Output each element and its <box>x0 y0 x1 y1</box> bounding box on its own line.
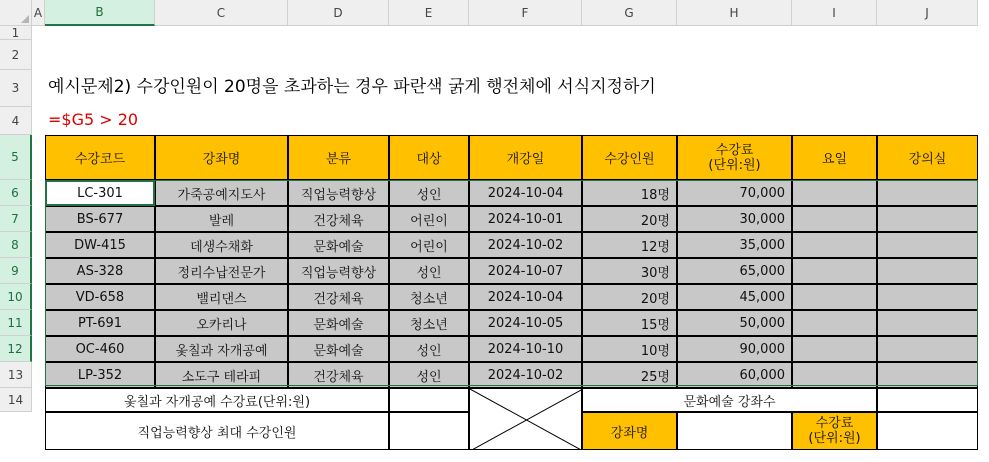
row-header-4[interactable]: 4 <box>0 107 32 135</box>
header-fee[interactable] <box>677 135 792 180</box>
data-cell-r5-c5[interactable]: 18명 <box>582 180 677 206</box>
data-cell-r11-c1[interactable]: 옻칠과 자개공예 <box>155 336 288 362</box>
column-header-B[interactable]: B <box>45 0 155 26</box>
data-cell-room-r6[interactable] <box>877 206 978 232</box>
data-cell-r6-c4[interactable]: 2024-10-01 <box>469 206 582 232</box>
row-header-14[interactable]: 14 <box>0 388 32 412</box>
summary-label-max[interactable]: 직업능력향상 최대 수강인원 <box>45 412 389 450</box>
data-cell-day-r8[interactable] <box>792 258 877 284</box>
data-cell-room-r12[interactable] <box>877 362 978 388</box>
cross-mark-icon <box>470 389 582 450</box>
column-header-H[interactable]: H <box>677 0 792 26</box>
data-cell-r5-c3[interactable]: 성인 <box>389 180 469 206</box>
header-분류[interactable]: 분류 <box>288 135 389 180</box>
row-header-1[interactable]: 1 <box>0 26 32 40</box>
data-cell-r5-c2[interactable]: 직업능력향상 <box>288 180 389 206</box>
data-cell-room-r5[interactable] <box>877 180 978 206</box>
data-cell-r12-c3[interactable]: 성인 <box>389 362 469 388</box>
data-cell-r9-c5[interactable]: 20명 <box>582 284 677 310</box>
summary-fee2-label: 수강료 <box>815 416 854 431</box>
header-fee-unit: (단위:원) <box>708 157 761 173</box>
data-cell-r8-c1[interactable]: 정리수납전문가 <box>155 258 288 284</box>
data-cell-day-r9[interactable] <box>792 284 877 310</box>
row-header-2[interactable]: 2 <box>0 40 32 70</box>
data-cell-r11-c0[interactable]: OC-460 <box>45 336 155 362</box>
data-cell-r8-c0[interactable]: AS-328 <box>45 258 155 284</box>
data-cell-r5-c0[interactable]: LC-301 <box>45 180 155 206</box>
column-header-J[interactable]: J <box>877 0 978 26</box>
data-cell-r8-c6[interactable]: 65,000 <box>677 258 792 284</box>
summary-label-course[interactable]: 강좌명 <box>582 412 677 450</box>
row-header-5[interactable]: 5 <box>0 135 32 180</box>
column-header-F[interactable]: F <box>469 0 582 26</box>
data-cell-r10-c3[interactable]: 청소년 <box>389 310 469 336</box>
data-cell-r12-c6[interactable]: 60,000 <box>677 362 792 388</box>
formula-text: =$G5 > 20 <box>48 110 139 129</box>
data-cell-r9-c4[interactable]: 2024-10-04 <box>469 284 582 310</box>
row-header-12[interactable]: 12 <box>0 336 32 362</box>
data-cell-r10-c6[interactable]: 50,000 <box>677 310 792 336</box>
data-cell-r7-c4[interactable]: 2024-10-02 <box>469 232 582 258</box>
header-수강인원[interactable]: 수강인원 <box>582 135 677 180</box>
data-cell-r7-c2[interactable]: 문화예술 <box>288 232 389 258</box>
row-header-7[interactable]: 7 <box>0 206 32 232</box>
select-all-corner[interactable] <box>0 0 32 26</box>
data-cell-r9-c1[interactable]: 밸리댄스 <box>155 284 288 310</box>
data-cell-r11-c6[interactable]: 90,000 <box>677 336 792 362</box>
column-header-E[interactable]: E <box>389 0 469 26</box>
row-header-13[interactable]: 13 <box>0 362 32 388</box>
column-header-G[interactable]: G <box>582 0 677 26</box>
data-cell-r9-c6[interactable]: 45,000 <box>677 284 792 310</box>
data-cell-room-r10[interactable] <box>877 310 978 336</box>
data-cell-r8-c3[interactable]: 성인 <box>389 258 469 284</box>
data-cell-r7-c6[interactable]: 35,000 <box>677 232 792 258</box>
column-header-C[interactable]: C <box>155 0 288 26</box>
row-header-10[interactable]: 10 <box>0 284 32 310</box>
column-header-I[interactable]: I <box>792 0 877 26</box>
data-cell-r9-c0[interactable]: VD-658 <box>45 284 155 310</box>
data-cell-r7-c1[interactable]: 데생수채화 <box>155 232 288 258</box>
header-개강일[interactable]: 개강일 <box>469 135 582 180</box>
data-cell-r11-c5[interactable]: 10명 <box>582 336 677 362</box>
data-cell-r12-c2[interactable]: 건강체육 <box>288 362 389 388</box>
data-cell-r10-c0[interactable]: PT-691 <box>45 310 155 336</box>
row-header-8[interactable]: 8 <box>0 232 32 258</box>
summary-label-fee2[interactable] <box>792 412 877 450</box>
data-cell-r6-c2[interactable]: 건강체육 <box>288 206 389 232</box>
summary-value-count[interactable] <box>877 388 978 412</box>
summary-value-max[interactable] <box>389 412 469 450</box>
data-cell-r12-c4[interactable]: 2024-10-02 <box>469 362 582 388</box>
data-cell-r12-c1[interactable]: 소도구 테라피 <box>155 362 288 388</box>
data-cell-r5-c4[interactable]: 2024-10-04 <box>469 180 582 206</box>
summary-label-count[interactable]: 문화예술 강좌수 <box>582 388 877 412</box>
data-cell-day-r12[interactable] <box>792 362 877 388</box>
data-cell-r6-c5[interactable]: 20명 <box>582 206 677 232</box>
data-cell-room-r11[interactable] <box>877 336 978 362</box>
data-cell-day-r5[interactable] <box>792 180 877 206</box>
data-cell-r10-c4[interactable]: 2024-10-05 <box>469 310 582 336</box>
summary-value-fee2[interactable] <box>877 412 978 450</box>
data-cell-day-r11[interactable] <box>792 336 877 362</box>
summary-fee2-unit: (단위:원) <box>808 431 861 446</box>
data-cell-r8-c4[interactable]: 2024-10-07 <box>469 258 582 284</box>
data-cell-r5-c1[interactable]: 가죽공예지도사 <box>155 180 288 206</box>
data-cell-room-r7[interactable] <box>877 232 978 258</box>
header-fee-label: 수강료 <box>715 142 754 158</box>
data-cell-r12-c5[interactable]: 25명 <box>582 362 677 388</box>
data-cell-r7-c5[interactable]: 12명 <box>582 232 677 258</box>
data-cell-room-r9[interactable] <box>877 284 978 310</box>
data-cell-r12-c0[interactable]: LP-352 <box>45 362 155 388</box>
summary-value-course[interactable] <box>677 412 792 450</box>
header-수강코드[interactable]: 수강코드 <box>45 135 155 180</box>
data-cell-r6-c0[interactable]: BS-677 <box>45 206 155 232</box>
page-title: 예시문제2) 수강인원이 20명을 초과하는 경우 파란색 굵게 행전체에 서식지정하기 <box>48 77 656 97</box>
row-header-9[interactable]: 9 <box>0 258 32 284</box>
column-header-D[interactable]: D <box>288 0 389 26</box>
data-cell-r9-c3[interactable]: 청소년 <box>389 284 469 310</box>
summary-label-fee[interactable]: 옻칠과 자개공예 수강료(단위:원) <box>45 388 389 412</box>
header-room[interactable]: 강의실 <box>877 135 978 180</box>
header-강좌명[interactable]: 강좌명 <box>155 135 288 180</box>
header-대상[interactable]: 대상 <box>389 135 469 180</box>
row-header-6[interactable]: 6 <box>0 180 32 206</box>
data-cell-r6-c1[interactable]: 발레 <box>155 206 288 232</box>
data-cell-r7-c3[interactable]: 어린이 <box>389 232 469 258</box>
data-cell-r5-c6[interactable]: 70,000 <box>677 180 792 206</box>
header-day[interactable]: 요일 <box>792 135 877 180</box>
data-cell-r6-c3[interactable]: 어린이 <box>389 206 469 232</box>
data-cell-room-r8[interactable] <box>877 258 978 284</box>
data-cell-r6-c6[interactable]: 30,000 <box>677 206 792 232</box>
data-cell-r10-c1[interactable]: 오카리나 <box>155 310 288 336</box>
data-cell-r10-c5[interactable]: 15명 <box>582 310 677 336</box>
data-cell-r11-c3[interactable]: 성인 <box>389 336 469 362</box>
data-cell-r7-c0[interactable]: DW-415 <box>45 232 155 258</box>
data-cell-day-r10[interactable] <box>792 310 877 336</box>
data-cell-day-r6[interactable] <box>792 206 877 232</box>
row-header-11[interactable]: 11 <box>0 310 32 336</box>
data-cell-r8-c5[interactable]: 30명 <box>582 258 677 284</box>
summary-value-fee[interactable] <box>389 388 469 412</box>
row-header-3[interactable]: 3 <box>0 70 32 107</box>
data-cell-r10-c2[interactable]: 문화예술 <box>288 310 389 336</box>
column-header-A[interactable]: A <box>32 0 45 26</box>
data-cell-r11-c4[interactable]: 2024-10-10 <box>469 336 582 362</box>
data-cell-r11-c2[interactable]: 문화예술 <box>288 336 389 362</box>
crossed-cell[interactable] <box>469 388 582 450</box>
data-cell-r8-c2[interactable]: 직업능력향상 <box>288 258 389 284</box>
data-cell-r9-c2[interactable]: 건강체육 <box>288 284 389 310</box>
data-cell-day-r7[interactable] <box>792 232 877 258</box>
